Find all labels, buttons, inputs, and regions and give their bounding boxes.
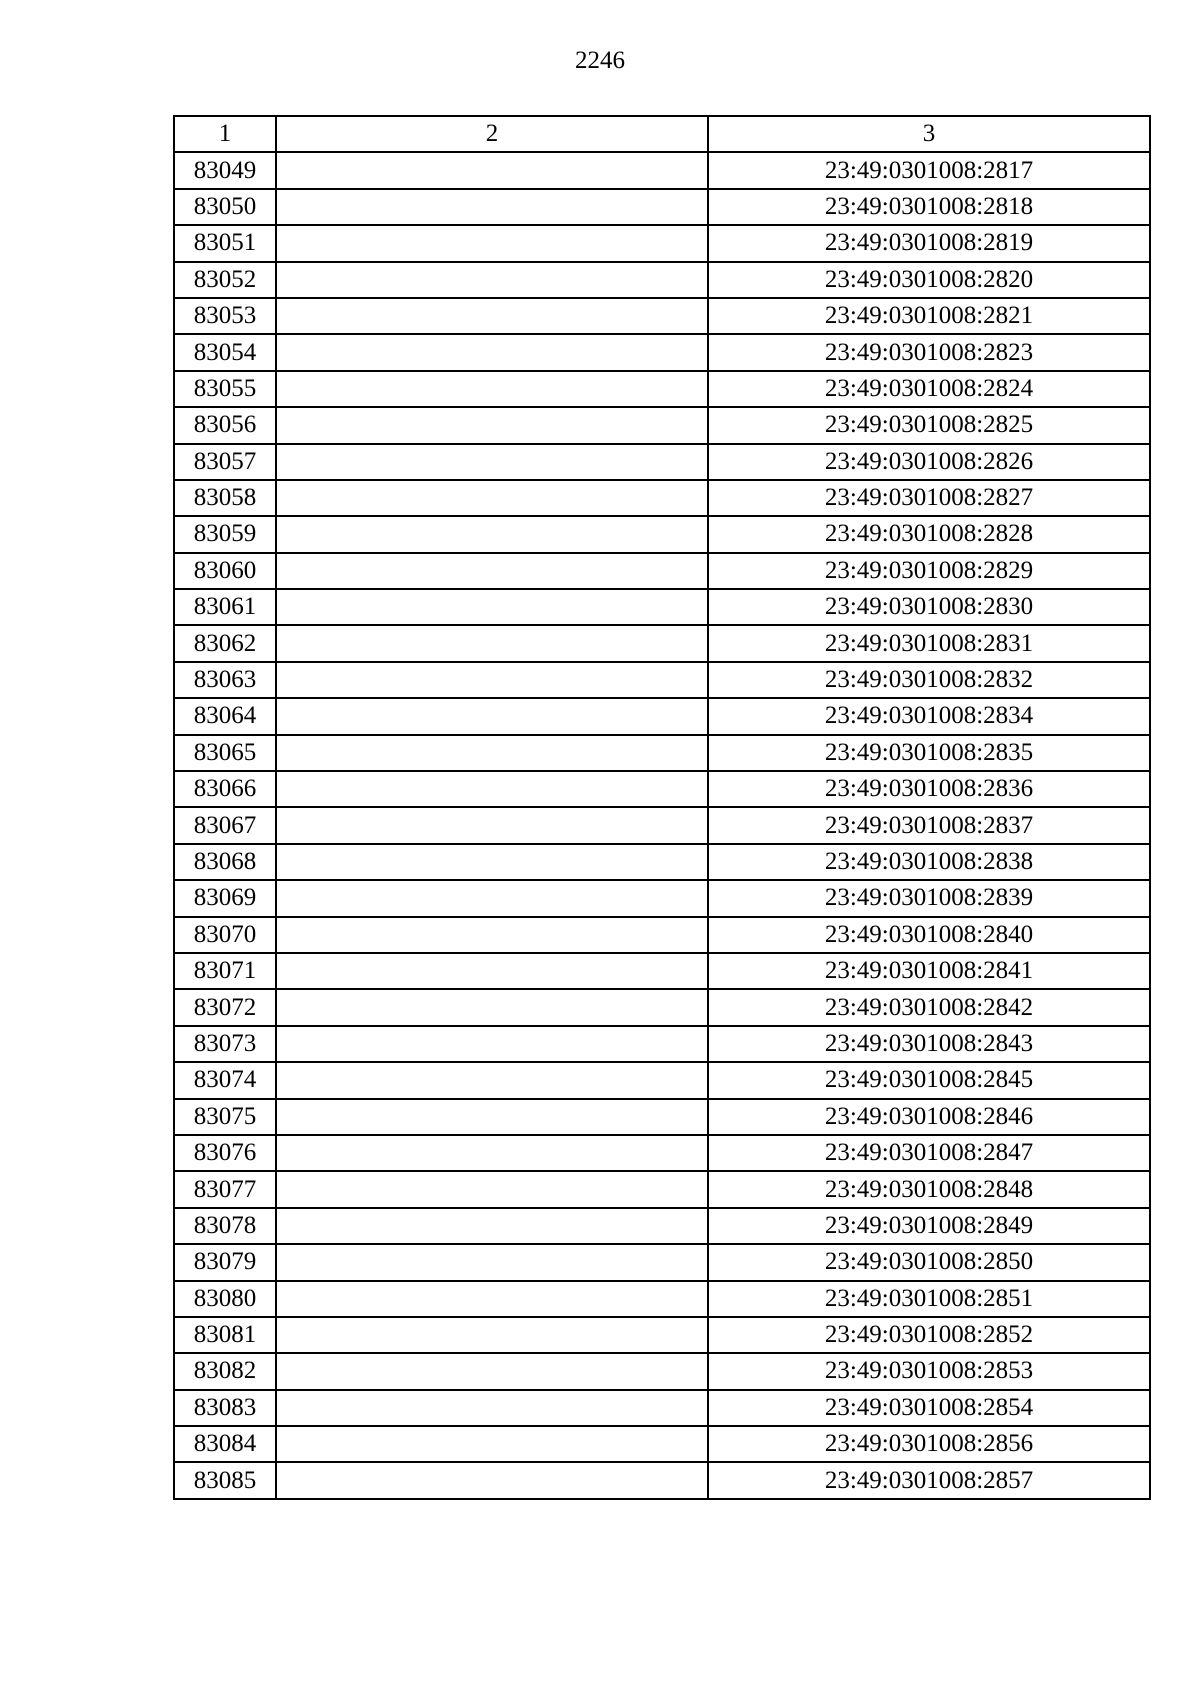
row-number-cell: 83064 <box>174 698 276 734</box>
table-row <box>174 152 1150 188</box>
cadastral-number-cell: 23:49:0301008:2824 <box>708 371 1150 407</box>
table-row <box>174 589 1150 625</box>
row-number-cell: 83054 <box>174 334 276 370</box>
table-row <box>174 1317 1150 1353</box>
row-number-cell: 83060 <box>174 553 276 589</box>
row-number-cell: 83078 <box>174 1208 276 1244</box>
row-number-cell: 83069 <box>174 880 276 916</box>
table-row <box>174 1135 1150 1171</box>
table-row <box>174 771 1150 807</box>
description-cell <box>276 1353 708 1389</box>
cadastral-number-cell: 23:49:0301008:2826 <box>708 444 1150 480</box>
cadastral-number-cell: 23:49:0301008:2842 <box>708 989 1150 1025</box>
table-row <box>174 516 1150 552</box>
table-row <box>174 444 1150 480</box>
cadastral-number-cell: 23:49:0301008:2852 <box>708 1317 1150 1353</box>
description-cell <box>276 1390 708 1426</box>
cadastral-number-cell: 23:49:0301008:2847 <box>708 1135 1150 1171</box>
description-cell <box>276 1426 708 1462</box>
cadastral-number-cell: 23:49:0301008:2843 <box>708 1026 1150 1062</box>
table-row <box>174 1026 1150 1062</box>
row-number-cell: 83049 <box>174 152 276 188</box>
description-cell <box>276 152 708 188</box>
page-number: 2246 <box>575 47 625 74</box>
table-row <box>174 880 1150 916</box>
cadastral-number-cell: 23:49:0301008:2836 <box>708 771 1150 807</box>
cadastral-number-cell: 23:49:0301008:2828 <box>708 516 1150 552</box>
description-cell <box>276 662 708 698</box>
description-cell <box>276 334 708 370</box>
table-row <box>174 844 1150 880</box>
row-number-cell: 83057 <box>174 444 276 480</box>
table-row <box>174 1062 1150 1098</box>
table-row <box>174 225 1150 261</box>
row-number-cell: 83070 <box>174 917 276 953</box>
row-number-cell: 83051 <box>174 225 276 261</box>
row-number-cell: 83050 <box>174 189 276 225</box>
cadastral-number-cell: 23:49:0301008:2829 <box>708 553 1150 589</box>
description-cell <box>276 735 708 771</box>
description-cell <box>276 1244 708 1280</box>
cadastral-number-cell: 23:49:0301008:2856 <box>708 1426 1150 1462</box>
table-row <box>174 553 1150 589</box>
row-number-cell: 83075 <box>174 1099 276 1135</box>
row-number-cell: 83058 <box>174 480 276 516</box>
description-cell <box>276 516 708 552</box>
cadastral-number-cell: 23:49:0301008:2832 <box>708 662 1150 698</box>
table-row <box>174 1208 1150 1244</box>
description-cell <box>276 1317 708 1353</box>
description-cell <box>276 553 708 589</box>
cadastral-number-cell: 23:49:0301008:2850 <box>708 1244 1150 1280</box>
row-number-cell: 83052 <box>174 262 276 298</box>
cadastral-number-cell: 23:49:0301008:2837 <box>708 807 1150 843</box>
table-row <box>174 662 1150 698</box>
row-number-cell: 83079 <box>174 1244 276 1280</box>
description-cell <box>276 1135 708 1171</box>
table-row <box>174 807 1150 843</box>
table-row <box>174 298 1150 334</box>
column-header-1: 1 <box>174 116 276 152</box>
row-number-cell: 83056 <box>174 407 276 443</box>
table-header <box>174 116 1150 152</box>
table-row <box>174 735 1150 771</box>
description-cell <box>276 262 708 298</box>
row-number-cell: 83053 <box>174 298 276 334</box>
cadastral-number-cell: 23:49:0301008:2838 <box>708 844 1150 880</box>
row-number-cell: 83071 <box>174 953 276 989</box>
row-number-cell: 83072 <box>174 989 276 1025</box>
table-row <box>174 625 1150 661</box>
description-cell <box>276 953 708 989</box>
cadastral-number-cell: 23:49:0301008:2845 <box>708 1062 1150 1098</box>
cadastral-number-cell: 23:49:0301008:2851 <box>708 1281 1150 1317</box>
description-cell <box>276 698 708 734</box>
description-cell <box>276 880 708 916</box>
description-cell <box>276 1171 708 1207</box>
table-row <box>174 371 1150 407</box>
row-number-cell: 83065 <box>174 735 276 771</box>
table-row <box>174 1171 1150 1207</box>
table-row <box>174 1353 1150 1389</box>
row-number-cell: 83067 <box>174 807 276 843</box>
cadastral-number-cell: 23:49:0301008:2853 <box>708 1353 1150 1389</box>
cadastral-number-cell: 23:49:0301008:2835 <box>708 735 1150 771</box>
table-row <box>174 1390 1150 1426</box>
table-row <box>174 334 1150 370</box>
description-cell <box>276 1026 708 1062</box>
description-cell <box>276 989 708 1025</box>
row-number-cell: 83074 <box>174 1062 276 1098</box>
row-number-cell: 83081 <box>174 1317 276 1353</box>
column-header-2: 2 <box>276 116 708 152</box>
cadastral-number-cell: 23:49:0301008:2834 <box>708 698 1150 734</box>
row-number-cell: 83082 <box>174 1353 276 1389</box>
column-header-3: 3 <box>708 116 1150 152</box>
cadastral-number-cell: 23:49:0301008:2831 <box>708 625 1150 661</box>
cadastral-number-cell: 23:49:0301008:2848 <box>708 1171 1150 1207</box>
table-row <box>174 262 1150 298</box>
cadastral-number-cell: 23:49:0301008:2854 <box>708 1390 1150 1426</box>
table-row <box>174 917 1150 953</box>
cadastral-number-cell: 23:49:0301008:2830 <box>708 589 1150 625</box>
cadastral-number-cell: 23:49:0301008:2817 <box>708 152 1150 188</box>
cadastral-number-cell: 23:49:0301008:2827 <box>708 480 1150 516</box>
cadastral-number-cell: 23:49:0301008:2849 <box>708 1208 1150 1244</box>
cadastral-number-cell: 23:49:0301008:2825 <box>708 407 1150 443</box>
cadastral-number-cell: 23:49:0301008:2846 <box>708 1099 1150 1135</box>
cadastral-number-cell: 23:49:0301008:2820 <box>708 262 1150 298</box>
table-row <box>174 480 1150 516</box>
cadastral-number-cell: 23:49:0301008:2821 <box>708 298 1150 334</box>
cadastral-number-cell: 23:49:0301008:2839 <box>708 880 1150 916</box>
row-number-cell: 83085 <box>174 1462 276 1498</box>
table-row <box>174 1244 1150 1280</box>
row-number-cell: 83076 <box>174 1135 276 1171</box>
description-cell <box>276 1099 708 1135</box>
row-number-cell: 83062 <box>174 625 276 661</box>
table-row <box>174 989 1150 1025</box>
description-cell <box>276 917 708 953</box>
description-cell <box>276 844 708 880</box>
description-cell <box>276 480 708 516</box>
row-number-cell: 83059 <box>174 516 276 552</box>
row-number-cell: 83055 <box>174 371 276 407</box>
table-row <box>174 698 1150 734</box>
description-cell <box>276 1281 708 1317</box>
table-body <box>174 152 1150 1498</box>
description-cell <box>276 1208 708 1244</box>
row-number-cell: 83061 <box>174 589 276 625</box>
table-row <box>174 1099 1150 1135</box>
cadastral-number-cell: 23:49:0301008:2823 <box>708 334 1150 370</box>
description-cell <box>276 589 708 625</box>
row-number-cell: 83077 <box>174 1171 276 1207</box>
description-cell <box>276 407 708 443</box>
cadastral-number-cell: 23:49:0301008:2840 <box>708 917 1150 953</box>
table-row <box>174 189 1150 225</box>
table-row <box>174 1426 1150 1462</box>
description-cell <box>276 807 708 843</box>
description-cell <box>276 1062 708 1098</box>
table-row <box>174 407 1150 443</box>
description-cell <box>276 225 708 261</box>
cadastral-number-cell: 23:49:0301008:2818 <box>708 189 1150 225</box>
description-cell <box>276 371 708 407</box>
cadastral-number-cell: 23:49:0301008:2841 <box>708 953 1150 989</box>
description-cell <box>276 1462 708 1498</box>
registry-table <box>173 115 1151 1500</box>
description-cell <box>276 298 708 334</box>
row-number-cell: 83068 <box>174 844 276 880</box>
row-number-cell: 83063 <box>174 662 276 698</box>
description-cell <box>276 189 708 225</box>
table-row <box>174 1462 1150 1498</box>
table-row <box>174 1281 1150 1317</box>
row-number-cell: 83066 <box>174 771 276 807</box>
cadastral-number-cell: 23:49:0301008:2857 <box>708 1462 1150 1498</box>
row-number-cell: 83083 <box>174 1390 276 1426</box>
table-row <box>174 953 1150 989</box>
header-row <box>174 116 1150 152</box>
description-cell <box>276 625 708 661</box>
row-number-cell: 83080 <box>174 1281 276 1317</box>
description-cell <box>276 444 708 480</box>
description-cell <box>276 771 708 807</box>
row-number-cell: 83073 <box>174 1026 276 1062</box>
cadastral-number-cell: 23:49:0301008:2819 <box>708 225 1150 261</box>
row-number-cell: 83084 <box>174 1426 276 1462</box>
